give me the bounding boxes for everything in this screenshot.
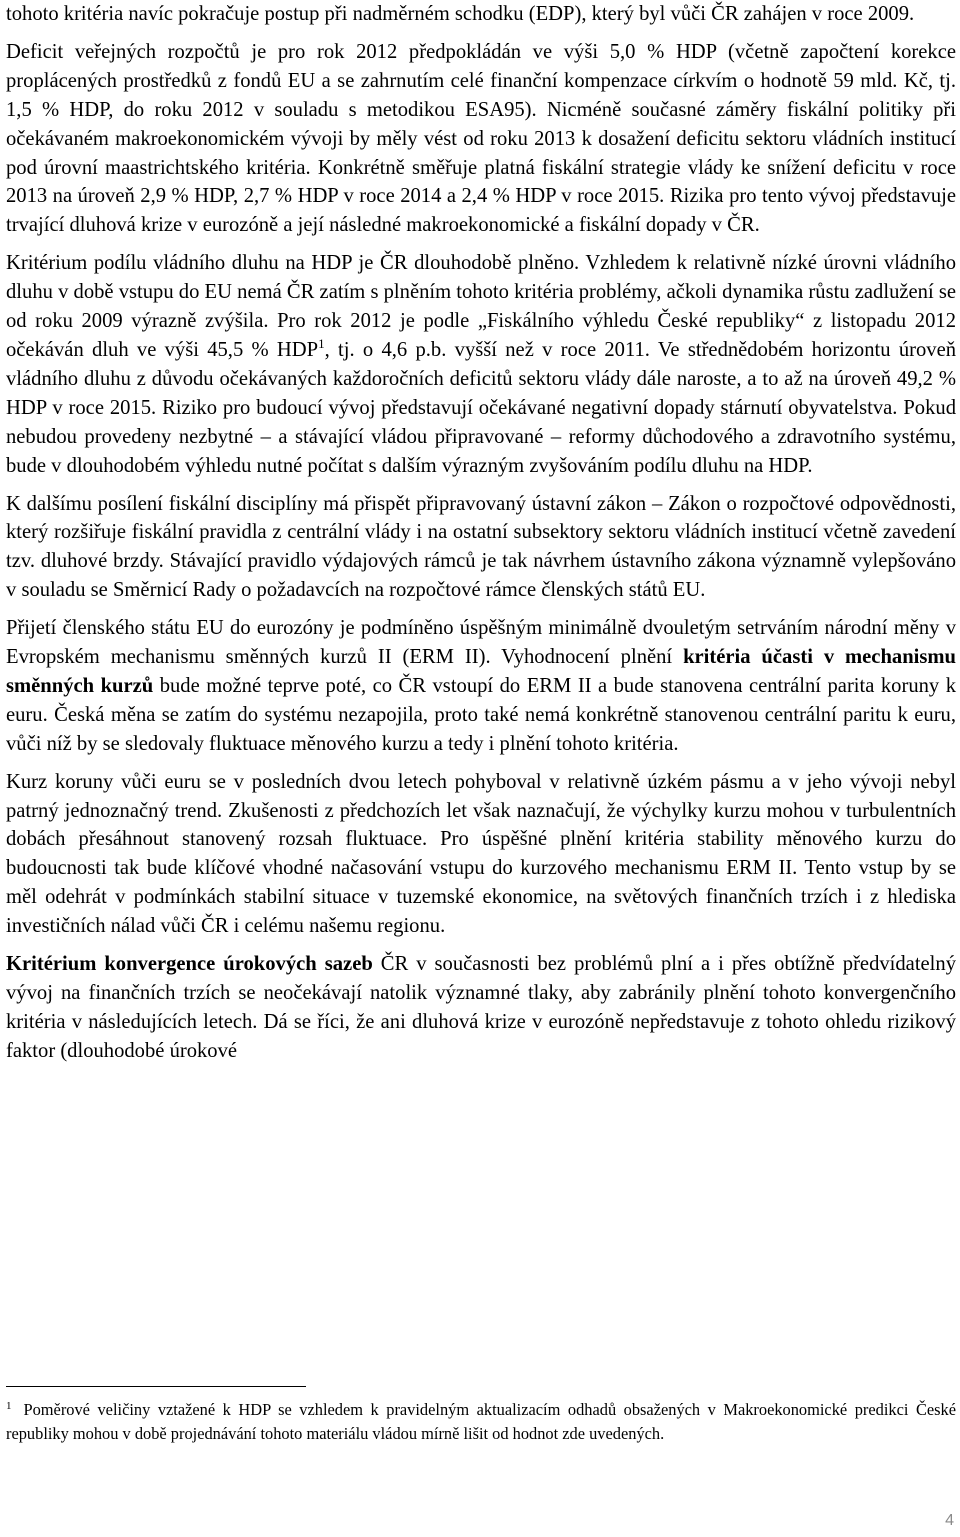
paragraph [6,249,956,480]
document-body [6,0,956,1075]
text-segment: Kurz koruny vůči euru se v posledních dvou letech pohyboval v relativně úzkém pásmu a v jeho vývoji nebyl patrný jednoznačný trend. Zkušenosti z předchozích let však naznačují, že výchylky kurzu mohou v turbulentních dobách přesáhnout stanovený rozsah fluktuace. Pro úspěšné plnění kritéria stability měnového kurzu do budoucnosti tak bude klíčové vhodné načasování vstupu do kurzového mechanismu ERM II. Tento vstup by se měl odehrát v podmínkách stabilní situace v tuzemské ekonomice, na světových finančních trzích i z hlediska investičních nálad vůči ČR i celému našemu regionu. [6,770,956,938]
paragraph [6,614,956,759]
paragraph [6,490,956,606]
footnote [6,1398,956,1447]
text-segment: , tj. o 4,6 p.b. vyšší než v roce 2011. Ve střednědobém horizontu úroveň vládního dluhu z důvodu očekávaných každoročních deficitů sektoru vlády dále naroste, a to až na úroveň 49,2 % HDP v roce 2015. Riziko pro budoucí vývoj představují očekávané negativní dopady stárnutí obyvatelstva. Pokud nebudou provedeny nezbytné – a stávající vládou připravované – reformy důchodového a zdravotního systému, bude v dlouhodobém výhledu nutné počítat s dalším výrazným zvyšováním podílu dluhu na HDP. [6,338,957,477]
text-segment: K dalšímu posílení fiskální disciplíny má přispět připravovaný ústavní zákon – Zákon o rozpočtové odpovědnosti, který rozšiřuje fiskální pravidla z centrální vlády i na ostatní subsektory sektoru vládních institucí včetně zavedení tzv. dluhové brzdy. Stávající pravidlo výdajových rámců je tak návrhem ústavního zákona významně vylepšováno v souladu se Směrnicí Rady o požadavcích na rozpočtové rámce členských států EU. [6,492,956,602]
text-segment: tohoto kritéria navíc pokračuje postup při nadměrném schodku (EDP), který byl vůči ČR zahájen v roce 2009. [6,3,915,25]
page-number: 4 [945,1512,954,1529]
bold-phrase: kritéria účasti v mechanismu směnných kurzů [6,646,956,697]
text-segment: bude možné teprve poté, co ČR vstoupí do ERM II a bude stanovena centrální parita koruny k euru. Česká měna se zatím do systému nezapojila, proto také nemá konkrétně stanovenou centrální paritu k euru, vůči níž by se sledovaly fluktuace měnového kurzu a tedy i plnění tohoto kritéria. [6,674,956,755]
footnote-number: 1 [6,1399,12,1412]
paragraph [6,950,956,1066]
footnote-separator [6,1386,306,1387]
footnote-text: Poměrové veličiny vztažené k HDP se vzhledem k pravidelným aktualizacím odhadů obsažených v Makroekonomické predikci České republiky mohou v době projednávání tohoto materiálu vládou mírně lišit od hodnot zde uvedených. [6,1400,956,1444]
footnote-reference: 1 [318,336,325,352]
text-segment: Kritérium podílu vládního dluhu na HDP je ČR dlouhodobě plněno. Vzhledem k relativně nízké úrovni vládního dluhu v době vstupu do EU nemá ČR zatím s plněním tohoto kritéria problémy, ačkoli dynamika růstu zadlužení se od roku 2009 výrazně zvýšila. Pro rok 2012 je podle „Fiskálního výhledu České republiky“ z listopadu 2012 očekáván dluh ve výši 45,5 % HDP [6,252,956,361]
bold-phrase: Kritérium konvergence úrokových sazeb [6,953,373,976]
text-segment: ČR v současnosti bez problémů plní a i přes obtížně předvídatelný vývoj na finančních trzích se neočekávají natolik významné tlaky, aby zabránily plnění tohoto konvergenčního kritéria v následujících letech. Dá se říci, že ani dluhová krize v eurozóně nepředstavuje z tohoto ohledu rizikový faktor (dlouhodobé úrokové [6,953,956,1062]
paragraph [6,38,956,240]
text-segment: Přijetí členského státu EU do eurozóny je podmíněno úspěšným minimálně dvouletým setrváním národní měny v Evropském mechanismu směnných kurzů II (ERM II). Vyhodnocení plnění [6,617,956,669]
text-segment: Deficit veřejných rozpočtů je pro rok 2012 předpokládán ve výši 5,0 % HDP (včetně započtení korekce proplácených prostředků z fondů EU a se zahrnutím celé finanční kompenzace církvím o hodnotě 59 mld. Kč, tj. 1,5 % HDP, do roku 2012 v souladu s metodikou ESA95). Nicméně současné záměry fiskální politiky při očekávaném makroekonomickém vývoji by měly vést od roku 2013 k dosažení deficitu sektoru vládních institucí pod úrovní maastrichtského kritéria. Konkrétně směřuje platná fiskální strategie vlády ke snížení deficitu v roce 2013 na úroveň 2,9 % HDP, 2,7 % HDP v roce 2014 a 2,4 % HDP v roce 2015. Rizika pro tento vývoj představuje trvající dluhová krize v eurozóně a její následné makroekonomické a fiskální dopady v ČR. [6,40,956,237]
paragraph [6,768,956,941]
paragraph [6,0,956,29]
